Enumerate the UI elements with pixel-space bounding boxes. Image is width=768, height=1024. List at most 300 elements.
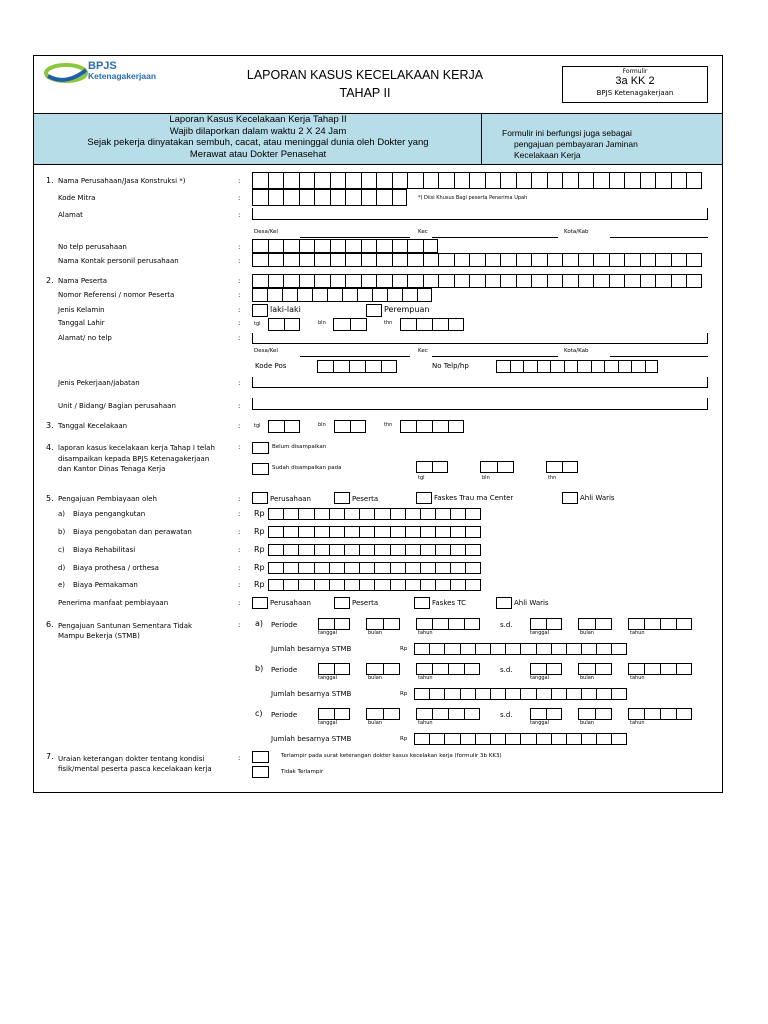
- accident-day-input[interactable]: [268, 420, 300, 433]
- input-cell[interactable]: [252, 189, 268, 206]
- input-cell[interactable]: [423, 239, 439, 253]
- input-cell[interactable]: [297, 288, 312, 302]
- input-cell[interactable]: [334, 618, 350, 630]
- input-cell[interactable]: [581, 733, 596, 745]
- input-cell[interactable]: [460, 688, 475, 700]
- input-cell[interactable]: [595, 708, 612, 720]
- input-cell[interactable]: [344, 544, 359, 556]
- input-cell[interactable]: [420, 579, 435, 591]
- financing-trauma-center-checkbox[interactable]: [416, 492, 432, 504]
- input-cell[interactable]: [405, 544, 420, 556]
- input-cell[interactable]: [496, 360, 510, 373]
- input-cell[interactable]: [660, 618, 676, 630]
- input-cell[interactable]: [500, 172, 516, 189]
- input-cell[interactable]: [420, 562, 435, 574]
- input-cell[interactable]: [361, 274, 377, 288]
- input-cell[interactable]: [640, 253, 656, 267]
- input-cell[interactable]: [448, 708, 464, 720]
- input-cell[interactable]: [609, 172, 625, 189]
- input-cell[interactable]: [465, 526, 480, 538]
- input-cell[interactable]: [298, 579, 313, 591]
- input-cell[interactable]: [299, 239, 315, 253]
- input-cell[interactable]: [611, 688, 626, 700]
- participant-district-input[interactable]: [432, 356, 558, 357]
- input-cell[interactable]: [383, 708, 400, 720]
- input-cell[interactable]: [268, 318, 284, 331]
- input-cell[interactable]: [551, 643, 566, 655]
- stmb-start-year-input[interactable]: [416, 663, 480, 675]
- input-cell[interactable]: [566, 733, 581, 745]
- input-cell[interactable]: [252, 253, 268, 267]
- input-cell[interactable]: [282, 288, 297, 302]
- input-cell[interactable]: [655, 253, 671, 267]
- input-cell[interactable]: [429, 733, 444, 745]
- input-cell[interactable]: [660, 663, 676, 675]
- input-cell[interactable]: [283, 579, 298, 591]
- input-cell[interactable]: [349, 360, 365, 373]
- input-cell[interactable]: [593, 253, 609, 267]
- input-cell[interactable]: [268, 579, 283, 591]
- input-cell[interactable]: [536, 733, 551, 745]
- input-cell[interactable]: [490, 688, 505, 700]
- input-cell[interactable]: [327, 288, 342, 302]
- stmb-amount-input[interactable]: [414, 688, 627, 700]
- input-cell[interactable]: [390, 562, 405, 574]
- input-cell[interactable]: [359, 562, 374, 574]
- input-cell[interactable]: [435, 562, 450, 574]
- input-cell[interactable]: [596, 733, 611, 745]
- input-cell[interactable]: [505, 643, 520, 655]
- input-cell[interactable]: [531, 172, 547, 189]
- doctor-not-attached-checkbox[interactable]: [252, 766, 269, 778]
- input-cell[interactable]: [475, 688, 490, 700]
- input-cell[interactable]: [450, 544, 465, 556]
- input-cell[interactable]: [330, 253, 346, 267]
- input-cell[interactable]: [342, 288, 357, 302]
- cost-amount-input[interactable]: [268, 508, 481, 520]
- input-cell[interactable]: [686, 253, 702, 267]
- stmb-end-year-input[interactable]: [628, 618, 692, 630]
- input-cell[interactable]: [330, 172, 346, 189]
- input-cell[interactable]: [547, 172, 563, 189]
- input-cell[interactable]: [550, 360, 564, 373]
- input-cell[interactable]: [530, 618, 546, 630]
- input-cell[interactable]: [562, 461, 578, 473]
- input-cell[interactable]: [523, 360, 537, 373]
- input-cell[interactable]: [405, 562, 420, 574]
- input-cell[interactable]: [520, 688, 535, 700]
- input-cell[interactable]: [448, 663, 464, 675]
- input-cell[interactable]: [333, 318, 350, 331]
- unit-input[interactable]: [252, 398, 708, 410]
- input-cell[interactable]: [374, 508, 389, 520]
- input-cell[interactable]: [361, 172, 377, 189]
- company-village-input[interactable]: [300, 237, 410, 238]
- input-cell[interactable]: [628, 663, 644, 675]
- input-cell[interactable]: [283, 544, 298, 556]
- input-cell[interactable]: [330, 189, 346, 206]
- input-cell[interactable]: [438, 274, 454, 288]
- input-cell[interactable]: [252, 274, 268, 288]
- input-cell[interactable]: [531, 253, 547, 267]
- stmb-end-year-input[interactable]: [628, 663, 692, 675]
- stmb-end-day-input[interactable]: [530, 708, 562, 720]
- input-cell[interactable]: [536, 643, 551, 655]
- input-cell[interactable]: [596, 643, 611, 655]
- input-cell[interactable]: [405, 579, 420, 591]
- input-cell[interactable]: [485, 274, 501, 288]
- accident-month-input[interactable]: [334, 420, 366, 433]
- input-cell[interactable]: [268, 274, 284, 288]
- input-cell[interactable]: [334, 663, 350, 675]
- financing-heir-checkbox[interactable]: [562, 492, 578, 504]
- input-cell[interactable]: [546, 461, 562, 473]
- input-cell[interactable]: [252, 172, 268, 189]
- input-cell[interactable]: [454, 253, 470, 267]
- input-cell[interactable]: [330, 239, 346, 253]
- input-cell[interactable]: [416, 461, 432, 473]
- input-cell[interactable]: [416, 663, 432, 675]
- input-cell[interactable]: [344, 508, 359, 520]
- input-cell[interactable]: [520, 643, 535, 655]
- input-cell[interactable]: [531, 274, 547, 288]
- input-cell[interactable]: [329, 579, 344, 591]
- input-cell[interactable]: [438, 172, 454, 189]
- input-cell[interactable]: [334, 708, 350, 720]
- input-cell[interactable]: [268, 253, 284, 267]
- input-cell[interactable]: [407, 172, 423, 189]
- contact-person-input[interactable]: [252, 253, 702, 267]
- participant-name-input[interactable]: [252, 274, 702, 288]
- input-cell[interactable]: [314, 172, 330, 189]
- cost-amount-input[interactable]: [268, 562, 481, 574]
- input-cell[interactable]: [454, 172, 470, 189]
- input-cell[interactable]: [314, 189, 330, 206]
- input-cell[interactable]: [314, 274, 330, 288]
- input-cell[interactable]: [505, 733, 520, 745]
- gender-male-checkbox[interactable]: [252, 304, 268, 317]
- input-cell[interactable]: [298, 562, 313, 574]
- input-cell[interactable]: [645, 360, 659, 373]
- input-cell[interactable]: [460, 643, 475, 655]
- input-cell[interactable]: [366, 663, 383, 675]
- input-cell[interactable]: [374, 526, 389, 538]
- input-cell[interactable]: [595, 663, 612, 675]
- input-cell[interactable]: [416, 618, 432, 630]
- input-cell[interactable]: [530, 708, 546, 720]
- input-cell[interactable]: [329, 508, 344, 520]
- input-cell[interactable]: [283, 562, 298, 574]
- input-cell[interactable]: [577, 360, 591, 373]
- input-cell[interactable]: [390, 544, 405, 556]
- input-cell[interactable]: [392, 172, 408, 189]
- input-cell[interactable]: [536, 688, 551, 700]
- input-cell[interactable]: [464, 663, 480, 675]
- input-cell[interactable]: [660, 708, 676, 720]
- input-cell[interactable]: [676, 663, 692, 675]
- input-cell[interactable]: [283, 253, 299, 267]
- input-cell[interactable]: [381, 360, 397, 373]
- input-cell[interactable]: [611, 733, 626, 745]
- beneficiary-participant-checkbox[interactable]: [334, 597, 350, 609]
- input-cell[interactable]: [402, 288, 417, 302]
- input-cell[interactable]: [465, 544, 480, 556]
- input-cell[interactable]: [609, 274, 625, 288]
- input-cell[interactable]: [500, 253, 516, 267]
- input-cell[interactable]: [551, 688, 566, 700]
- input-cell[interactable]: [423, 274, 439, 288]
- input-cell[interactable]: [299, 189, 315, 206]
- input-cell[interactable]: [387, 288, 402, 302]
- input-cell[interactable]: [420, 544, 435, 556]
- input-cell[interactable]: [562, 172, 578, 189]
- stmb-start-year-input[interactable]: [416, 618, 480, 630]
- input-cell[interactable]: [318, 618, 334, 630]
- input-cell[interactable]: [546, 708, 562, 720]
- financing-participant-checkbox[interactable]: [334, 492, 350, 504]
- accident-year-input[interactable]: [400, 420, 464, 433]
- input-cell[interactable]: [359, 508, 374, 520]
- input-cell[interactable]: [475, 733, 490, 745]
- input-cell[interactable]: [317, 360, 333, 373]
- input-cell[interactable]: [432, 318, 448, 331]
- input-cell[interactable]: [460, 733, 475, 745]
- input-cell[interactable]: [268, 526, 283, 538]
- input-cell[interactable]: [344, 526, 359, 538]
- company-name-input[interactable]: [252, 172, 702, 189]
- input-cell[interactable]: [435, 526, 450, 538]
- input-cell[interactable]: [383, 663, 400, 675]
- input-cell[interactable]: [609, 253, 625, 267]
- input-cell[interactable]: [344, 579, 359, 591]
- input-cell[interactable]: [510, 360, 524, 373]
- input-cell[interactable]: [676, 708, 692, 720]
- financing-company-checkbox[interactable]: [252, 492, 268, 504]
- input-cell[interactable]: [497, 461, 514, 473]
- input-cell[interactable]: [530, 663, 546, 675]
- input-cell[interactable]: [454, 274, 470, 288]
- input-cell[interactable]: [618, 360, 632, 373]
- stmb-end-month-input[interactable]: [578, 708, 612, 720]
- input-cell[interactable]: [578, 253, 594, 267]
- input-cell[interactable]: [448, 420, 464, 433]
- input-cell[interactable]: [268, 420, 284, 433]
- input-cell[interactable]: [505, 688, 520, 700]
- stmb-amount-input[interactable]: [414, 733, 627, 745]
- input-cell[interactable]: [516, 172, 532, 189]
- input-cell[interactable]: [432, 663, 448, 675]
- input-cell[interactable]: [416, 708, 432, 720]
- stmb-end-month-input[interactable]: [578, 663, 612, 675]
- input-cell[interactable]: [414, 643, 429, 655]
- input-cell[interactable]: [268, 172, 284, 189]
- input-cell[interactable]: [392, 274, 408, 288]
- input-cell[interactable]: [359, 526, 374, 538]
- input-cell[interactable]: [283, 274, 299, 288]
- input-cell[interactable]: [464, 618, 480, 630]
- input-cell[interactable]: [423, 172, 439, 189]
- submitted-day-input[interactable]: [416, 461, 448, 473]
- stmb-start-month-input[interactable]: [366, 663, 400, 675]
- input-cell[interactable]: [628, 708, 644, 720]
- partner-code-input[interactable]: [252, 189, 407, 206]
- input-cell[interactable]: [578, 663, 595, 675]
- input-cell[interactable]: [366, 708, 383, 720]
- input-cell[interactable]: [480, 461, 497, 473]
- input-cell[interactable]: [298, 544, 313, 556]
- input-cell[interactable]: [465, 579, 480, 591]
- input-cell[interactable]: [383, 618, 400, 630]
- input-cell[interactable]: [312, 288, 327, 302]
- reference-number-input[interactable]: [252, 288, 432, 302]
- input-cell[interactable]: [593, 172, 609, 189]
- input-cell[interactable]: [268, 562, 283, 574]
- input-cell[interactable]: [464, 708, 480, 720]
- input-cell[interactable]: [420, 526, 435, 538]
- input-cell[interactable]: [407, 253, 423, 267]
- input-cell[interactable]: [591, 360, 605, 373]
- input-cell[interactable]: [581, 643, 596, 655]
- input-cell[interactable]: [392, 189, 408, 206]
- postal-code-input[interactable]: [317, 360, 397, 373]
- birth-year-input[interactable]: [400, 318, 464, 331]
- input-cell[interactable]: [268, 544, 283, 556]
- input-cell[interactable]: [345, 172, 361, 189]
- input-cell[interactable]: [345, 253, 361, 267]
- input-cell[interactable]: [537, 360, 551, 373]
- input-cell[interactable]: [686, 172, 702, 189]
- input-cell[interactable]: [345, 189, 361, 206]
- input-cell[interactable]: [350, 420, 366, 433]
- input-cell[interactable]: [631, 360, 645, 373]
- input-cell[interactable]: [283, 526, 298, 538]
- job-title-input[interactable]: [252, 377, 708, 388]
- input-cell[interactable]: [361, 253, 377, 267]
- gender-female-checkbox[interactable]: [366, 304, 382, 317]
- input-cell[interactable]: [546, 618, 562, 630]
- input-cell[interactable]: [429, 643, 444, 655]
- input-cell[interactable]: [267, 288, 282, 302]
- input-cell[interactable]: [624, 253, 640, 267]
- input-cell[interactable]: [298, 526, 313, 538]
- stmb-start-year-input[interactable]: [416, 708, 480, 720]
- participant-village-input[interactable]: [300, 356, 410, 357]
- input-cell[interactable]: [314, 239, 330, 253]
- input-cell[interactable]: [268, 189, 284, 206]
- input-cell[interactable]: [334, 420, 350, 433]
- input-cell[interactable]: [485, 172, 501, 189]
- input-cell[interactable]: [562, 253, 578, 267]
- input-cell[interactable]: [500, 274, 516, 288]
- input-cell[interactable]: [448, 318, 464, 331]
- stmb-end-day-input[interactable]: [530, 663, 562, 675]
- stmb-start-month-input[interactable]: [366, 618, 400, 630]
- cost-amount-input[interactable]: [268, 579, 481, 591]
- input-cell[interactable]: [490, 733, 505, 745]
- submitted-checkbox[interactable]: [252, 463, 269, 475]
- participant-phone-input[interactable]: [496, 360, 658, 373]
- input-cell[interactable]: [374, 544, 389, 556]
- input-cell[interactable]: [432, 461, 448, 473]
- input-cell[interactable]: [438, 253, 454, 267]
- input-cell[interactable]: [390, 579, 405, 591]
- input-cell[interactable]: [416, 420, 432, 433]
- input-cell[interactable]: [366, 618, 383, 630]
- birth-day-input[interactable]: [268, 318, 300, 331]
- input-cell[interactable]: [611, 643, 626, 655]
- input-cell[interactable]: [465, 562, 480, 574]
- input-cell[interactable]: [314, 508, 329, 520]
- stmb-start-day-input[interactable]: [318, 663, 350, 675]
- input-cell[interactable]: [414, 688, 429, 700]
- input-cell[interactable]: [376, 253, 392, 267]
- input-cell[interactable]: [283, 508, 298, 520]
- input-cell[interactable]: [374, 562, 389, 574]
- input-cell[interactable]: [345, 274, 361, 288]
- input-cell[interactable]: [420, 508, 435, 520]
- input-cell[interactable]: [333, 360, 349, 373]
- input-cell[interactable]: [345, 239, 361, 253]
- input-cell[interactable]: [252, 239, 268, 253]
- input-cell[interactable]: [578, 708, 595, 720]
- input-cell[interactable]: [644, 618, 660, 630]
- input-cell[interactable]: [562, 274, 578, 288]
- company-city-input[interactable]: [610, 237, 708, 238]
- input-cell[interactable]: [314, 579, 329, 591]
- input-cell[interactable]: [400, 318, 416, 331]
- input-cell[interactable]: [578, 618, 595, 630]
- input-cell[interactable]: [429, 688, 444, 700]
- input-cell[interactable]: [407, 274, 423, 288]
- input-cell[interactable]: [374, 579, 389, 591]
- beneficiary-heir-checkbox[interactable]: [496, 597, 512, 609]
- company-district-input[interactable]: [432, 237, 558, 238]
- input-cell[interactable]: [284, 420, 300, 433]
- stmb-start-month-input[interactable]: [366, 708, 400, 720]
- input-cell[interactable]: [376, 274, 392, 288]
- input-cell[interactable]: [359, 579, 374, 591]
- input-cell[interactable]: [475, 643, 490, 655]
- input-cell[interactable]: [299, 274, 315, 288]
- input-cell[interactable]: [686, 274, 702, 288]
- input-cell[interactable]: [671, 172, 687, 189]
- input-cell[interactable]: [444, 643, 459, 655]
- input-cell[interactable]: [314, 526, 329, 538]
- input-cell[interactable]: [644, 663, 660, 675]
- input-cell[interactable]: [372, 288, 387, 302]
- input-cell[interactable]: [469, 274, 485, 288]
- input-cell[interactable]: [376, 239, 392, 253]
- participant-address-input[interactable]: [252, 333, 708, 344]
- input-cell[interactable]: [361, 239, 377, 253]
- input-cell[interactable]: [596, 688, 611, 700]
- input-cell[interactable]: [432, 618, 448, 630]
- not-submitted-checkbox[interactable]: [252, 442, 269, 454]
- input-cell[interactable]: [546, 663, 562, 675]
- input-cell[interactable]: [361, 189, 377, 206]
- input-cell[interactable]: [314, 562, 329, 574]
- input-cell[interactable]: [624, 274, 640, 288]
- input-cell[interactable]: [283, 189, 299, 206]
- input-cell[interactable]: [676, 618, 692, 630]
- input-cell[interactable]: [566, 643, 581, 655]
- input-cell[interactable]: [416, 318, 432, 331]
- input-cell[interactable]: [655, 172, 671, 189]
- input-cell[interactable]: [390, 508, 405, 520]
- input-cell[interactable]: [469, 172, 485, 189]
- doctor-attached-checkbox[interactable]: [252, 751, 269, 763]
- input-cell[interactable]: [283, 172, 299, 189]
